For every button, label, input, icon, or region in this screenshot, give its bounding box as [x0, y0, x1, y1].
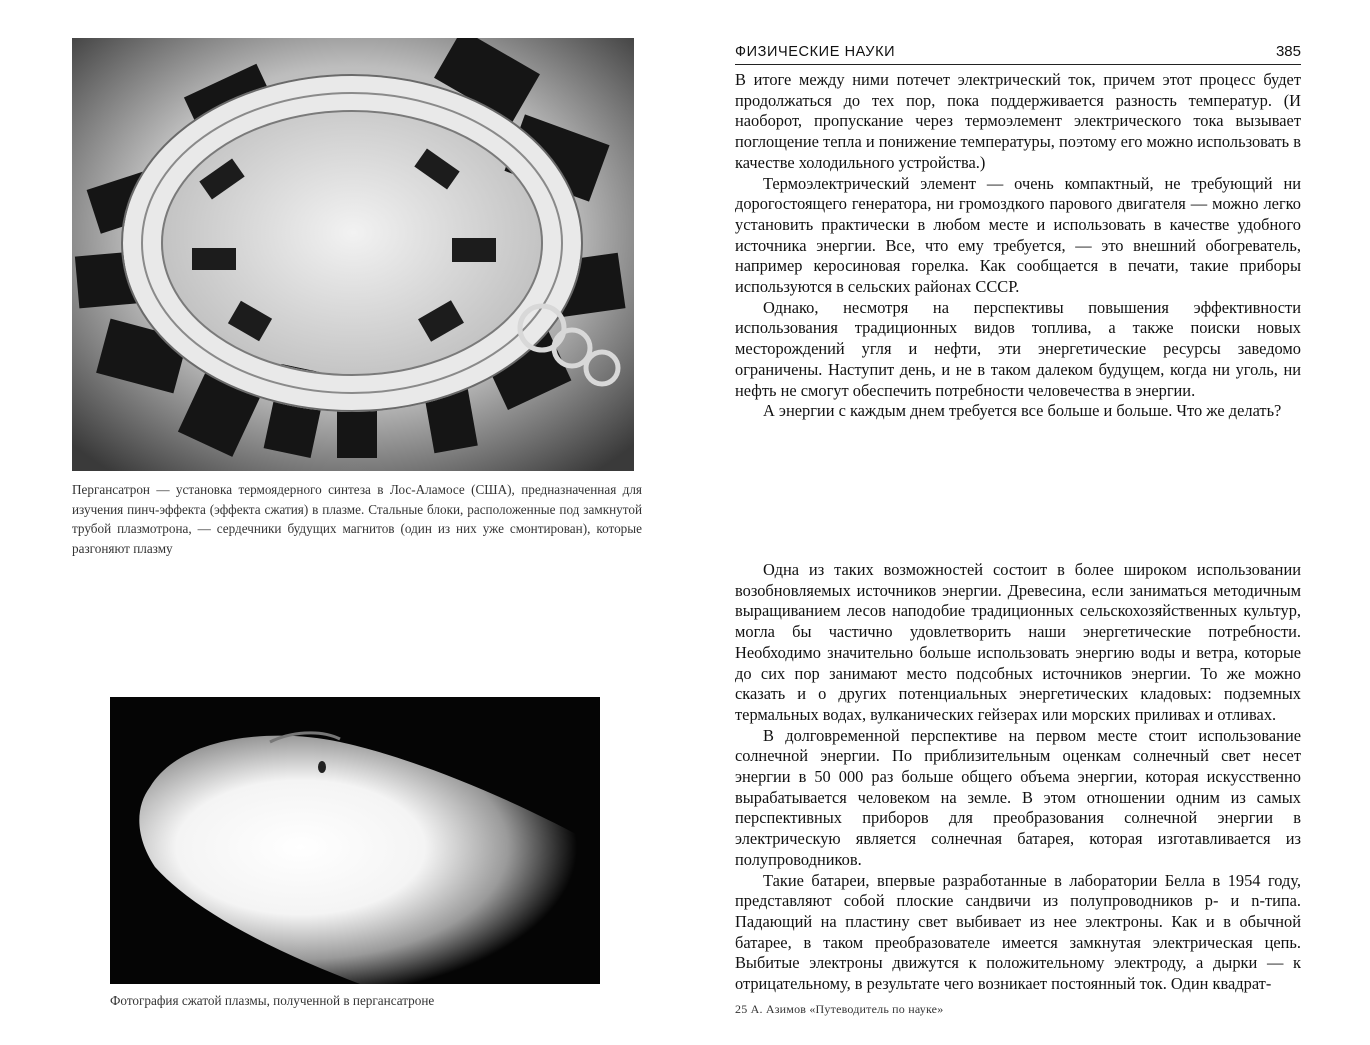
page-footer: 25 А. Азимов «Путеводитель по науке» [735, 1002, 944, 1016]
figure-caption-bottom: Фотография сжатой плазмы, полученной в пергансатроне [110, 993, 435, 1008]
plasma-photo [110, 697, 600, 984]
page-number: 385 [1275, 43, 1301, 60]
perhapsatron-photo [72, 38, 634, 471]
text-block-1 [735, 70, 1301, 422]
paragraph: А энергии с каждым днем требуется все больше и больше. Что же делать? [763, 401, 1282, 421]
perhapsatron-illustration [72, 38, 634, 471]
running-head [735, 42, 1301, 65]
paragraph: Такие батареи, впервые разработанные в лаборатории Белла в 1954 году, представляют собой плоские сандвичи из полупроводников p- и n-типа. Падающий на пластину свет выбивает из нее электроны. Как и в обычной батарее, в таком преобразователе имеется замкнутая электрическая цепь. Выбитые электроны движутся к положительному электроду, а дырки — к отрицательному, в результате чего возникает постоянный ток. Один квадрат- [735, 870, 1301, 994]
figure-caption-top: Пергансатрон — установка термоядерного синтеза в Лос-Аламосе (США), предназначенная для изучения пинч-эффекта (эффекта сжатия) в плазме. Стальные блоки, расположенные под замкнутой трубой плазмотрона, — сердечники будущих магнитов (один из них уже смонтирован), которые разгоняют плазму [72, 482, 642, 556]
paragraph: Термоэлектрический элемент — очень компактный, не требующий ни дорогостоящего генератора, ни громоздкого парового двигателя — можно легко установить практически в любом месте и использовать в качестве удобного источника энергии. Все, что ему требуется, — это внешний обогреватель, например керосиновая горелка. Как сообщается в печати, такие приборы используются в сельских районах СССР. [735, 173, 1301, 297]
paragraph: В долговременной перспективе на первом месте стоит использование солнечной энергии. По приблизительным оценкам солнечный свет несет энергии в 50 000 раз больше общего объема энергии, которая искусственно вырабатывается человеком на земле. В этом отношении одним из самых перспективных приборов для преобразования солнечной энергии в электрическую является солнечная батарея, которая изготавливается из полупроводников. [735, 725, 1301, 869]
paragraph: Одна из таких возможностей состоит в более широком использовании возобновляемых источников энергии. Древесина, если заниматься методичным выращиванием лесов наподобие традиционных сельскохозяйственных культур, могла бы частично удовлетворить наши энергетические потребности. Необходимо значительно больше использовать энергию воды и ветра, которые до сих пор занимают место подсобных источников энергии. То же можно сказать и о других потенциальных энергетических кладовых: подземных термальных водах, вулканических гейзерах или морских приливах и отливах. [735, 560, 1301, 724]
paragraph: Однако, несмотря на перспективы повышения эффективности использования традиционных видов топлива, а также поиски новых месторождений угля и нефти, эти энергетические ресурсы заведомо ограничены. Наступит день, и не в таком далеком будущем, когда ни уголь, ни нефть не смогут обеспечить потребности человечества в энергии. [735, 297, 1301, 400]
plasma-illustration [110, 697, 600, 984]
section-title: ФИЗИЧЕСКИЕ НАУКИ [735, 44, 896, 60]
paragraph: В итоге между ними потечет электрический ток, причем этот процесс будет продолжаться до тех пор, пока поддерживается разность температур. (И наоборот, пропускание через термоэлемент электрического тока вызывает поглощение тепла и понижение температуры, поэтому его можно использовать в качестве холодильного устройства.) [735, 70, 1301, 172]
text-block-2 [735, 560, 1301, 995]
